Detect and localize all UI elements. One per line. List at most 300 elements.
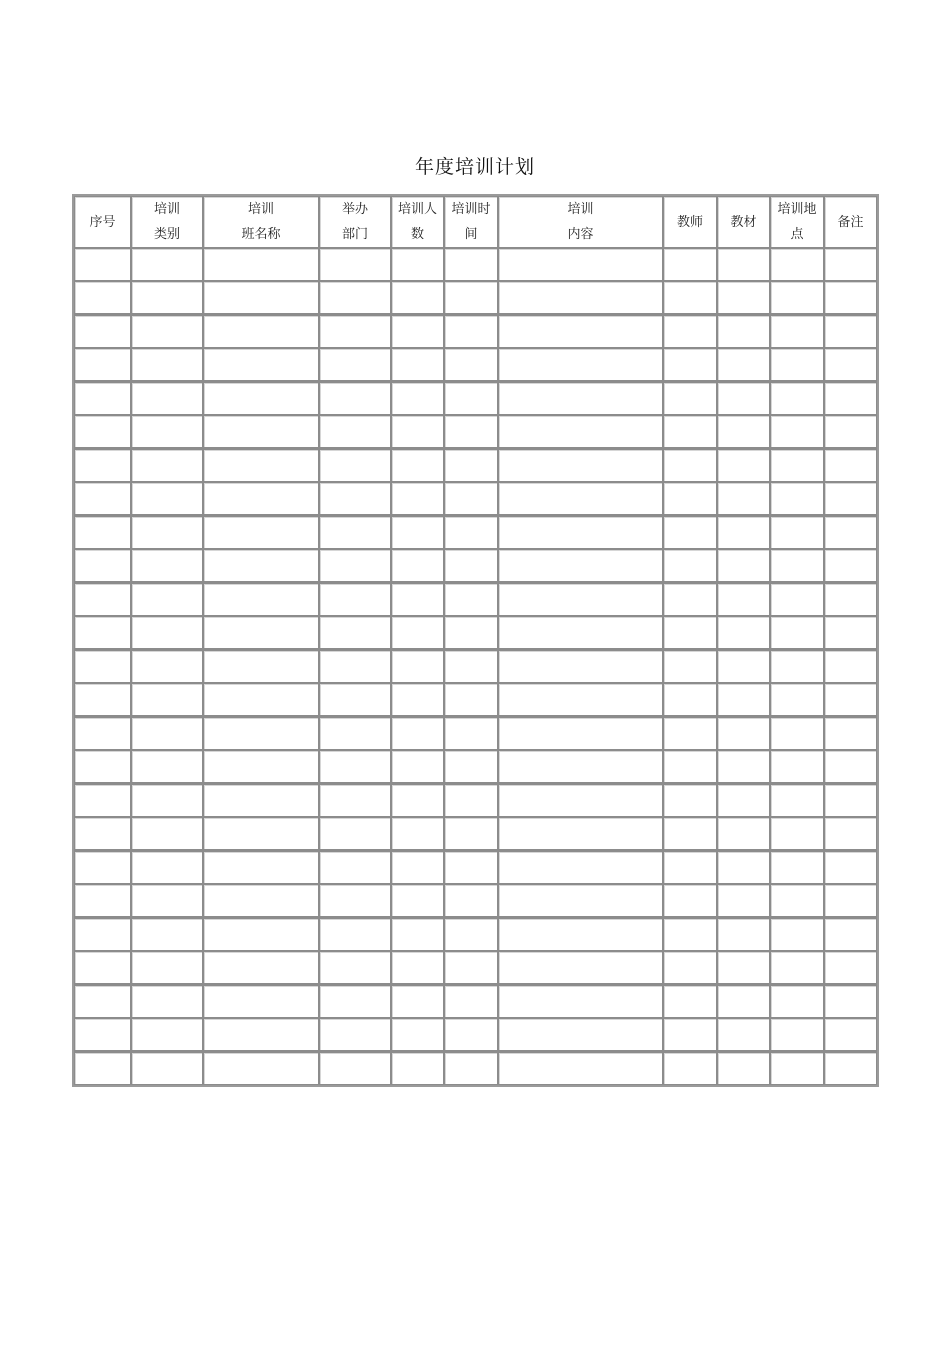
table-row (74, 783, 877, 817)
table-cell-category (131, 482, 203, 515)
table-cell-materials (717, 515, 770, 549)
table-cell-headcount (391, 248, 444, 281)
table-cell-department (319, 716, 391, 750)
table-cell-materials (717, 850, 770, 884)
table-cell-teacher (663, 482, 717, 515)
header-remarks (824, 196, 877, 248)
table-cell-materials (717, 917, 770, 951)
table-cell-class-name (203, 281, 319, 314)
table-cell-category (131, 951, 203, 984)
table-cell-time (444, 616, 498, 649)
table-cell-teacher (663, 549, 717, 582)
table-cell-headcount (391, 750, 444, 783)
table-cell-teacher (663, 750, 717, 783)
table-cell-class-name (203, 1051, 319, 1085)
table-cell-remarks (824, 683, 877, 716)
table-cell-content (498, 817, 663, 850)
table-cell-class-name (203, 850, 319, 884)
table-cell-location (770, 448, 824, 482)
header-label: 点 (790, 227, 804, 242)
table-cell-content (498, 582, 663, 616)
table-row (74, 951, 877, 984)
table-cell-index (74, 281, 131, 314)
table-cell-time (444, 549, 498, 582)
table-cell-index (74, 448, 131, 482)
table-cell-headcount (391, 348, 444, 381)
table-row (74, 515, 877, 549)
table-cell-content (498, 1051, 663, 1085)
table-cell-remarks (824, 616, 877, 649)
table-cell-materials (717, 248, 770, 281)
table-cell-index (74, 381, 131, 415)
table-cell-department (319, 314, 391, 348)
table-cell-time (444, 281, 498, 314)
table-cell-index (74, 616, 131, 649)
table-cell-remarks (824, 984, 877, 1018)
table-cell-class-name (203, 783, 319, 817)
table-cell-remarks (824, 951, 877, 984)
table-cell-class-name (203, 1018, 319, 1051)
table-cell-teacher (663, 817, 717, 850)
table-cell-teacher (663, 649, 717, 683)
header-department (319, 196, 391, 248)
table-cell-content (498, 482, 663, 515)
table-cell-remarks (824, 750, 877, 783)
table-cell-class-name (203, 917, 319, 951)
table-cell-headcount (391, 1051, 444, 1085)
header-label: 类别 (153, 227, 180, 242)
table-cell-class-name (203, 415, 319, 448)
table-cell-location (770, 314, 824, 348)
table-cell-content (498, 448, 663, 482)
table-cell-materials (717, 951, 770, 984)
table-cell-remarks (824, 917, 877, 951)
table-header-row (74, 196, 877, 248)
table-cell-location (770, 716, 824, 750)
table-cell-materials (717, 1018, 770, 1051)
table-cell-materials (717, 683, 770, 716)
table-cell-time (444, 951, 498, 984)
table-cell-teacher (663, 348, 717, 381)
table-cell-class-name (203, 314, 319, 348)
table-cell-teacher (663, 1018, 717, 1051)
table-row (74, 884, 877, 917)
table-cell-headcount (391, 917, 444, 951)
table-cell-department (319, 817, 391, 850)
table-cell-content (498, 549, 663, 582)
table-cell-remarks (824, 850, 877, 884)
table-cell-department (319, 616, 391, 649)
table-row (74, 716, 877, 750)
table-cell-time (444, 783, 498, 817)
table-cell-class-name (203, 248, 319, 281)
table-cell-teacher (663, 984, 717, 1018)
table-cell-time (444, 515, 498, 549)
header-class-name (203, 196, 319, 248)
table-cell-remarks (824, 482, 877, 515)
table-cell-category (131, 616, 203, 649)
table-cell-content (498, 783, 663, 817)
header-label: 内容 (567, 227, 594, 242)
table-cell-class-name (203, 951, 319, 984)
table-cell-content (498, 515, 663, 549)
table-cell-time (444, 582, 498, 616)
table-cell-department (319, 381, 391, 415)
table-cell-time (444, 817, 498, 850)
table-cell-time (444, 415, 498, 448)
table-cell-materials (717, 1051, 770, 1085)
table-cell-category (131, 1018, 203, 1051)
table-row (74, 281, 877, 314)
table-cell-headcount (391, 649, 444, 683)
table-cell-department (319, 1051, 391, 1085)
table-cell-teacher (663, 884, 717, 917)
table-cell-materials (717, 616, 770, 649)
table-cell-location (770, 1018, 824, 1051)
table-cell-category (131, 248, 203, 281)
table-cell-materials (717, 649, 770, 683)
header-label: 举办 (341, 202, 368, 217)
table-cell-headcount (391, 582, 444, 616)
table-cell-time (444, 649, 498, 683)
table-cell-class-name (203, 582, 319, 616)
table-cell-category (131, 750, 203, 783)
table-cell-headcount (391, 281, 444, 314)
table-cell-remarks (824, 281, 877, 314)
table-cell-department (319, 248, 391, 281)
table-cell-category (131, 348, 203, 381)
table-cell-remarks (824, 381, 877, 415)
header-label: 部门 (341, 227, 368, 242)
table-cell-category (131, 1051, 203, 1085)
header-content (498, 196, 663, 248)
table-cell-location (770, 281, 824, 314)
table-cell-time (444, 683, 498, 716)
table-cell-index (74, 348, 131, 381)
table-cell-content (498, 616, 663, 649)
table-cell-teacher (663, 415, 717, 448)
table-cell-content (498, 1018, 663, 1051)
table-cell-remarks (824, 314, 877, 348)
table-cell-teacher (663, 716, 717, 750)
table-cell-teacher (663, 248, 717, 281)
header-label: 培训 (153, 202, 180, 217)
table-cell-location (770, 984, 824, 1018)
table-cell-department (319, 884, 391, 917)
table-cell-headcount (391, 783, 444, 817)
table-cell-teacher (663, 515, 717, 549)
table-cell-department (319, 917, 391, 951)
header-label: 数 (410, 227, 424, 242)
table-body (74, 248, 877, 1085)
header-label: 培训时 (451, 202, 491, 217)
table-cell-time (444, 750, 498, 783)
table-cell-time (444, 917, 498, 951)
table-cell-location (770, 649, 824, 683)
header-location (770, 196, 824, 248)
table-cell-category (131, 984, 203, 1018)
table-cell-category (131, 515, 203, 549)
table-cell-location (770, 850, 824, 884)
table-row (74, 1051, 877, 1085)
table-cell-teacher (663, 448, 717, 482)
table-cell-class-name (203, 448, 319, 482)
table-cell-index (74, 783, 131, 817)
table-cell-department (319, 582, 391, 616)
table-cell-category (131, 281, 203, 314)
table-row (74, 917, 877, 951)
table-cell-remarks (824, 515, 877, 549)
table-cell-materials (717, 381, 770, 415)
header-label: 培训人 (397, 202, 437, 217)
table-cell-index (74, 582, 131, 616)
table-cell-remarks (824, 783, 877, 817)
table-cell-teacher (663, 917, 717, 951)
table-cell-department (319, 515, 391, 549)
table-cell-content (498, 314, 663, 348)
table-cell-class-name (203, 817, 319, 850)
table-cell-department (319, 482, 391, 515)
table-cell-time (444, 448, 498, 482)
header-label: 教师 (676, 214, 703, 230)
table-cell-category (131, 884, 203, 917)
table-cell-department (319, 1018, 391, 1051)
table-cell-location (770, 348, 824, 381)
table-cell-materials (717, 549, 770, 582)
table-cell-category (131, 817, 203, 850)
table-row (74, 616, 877, 649)
table-cell-department (319, 415, 391, 448)
table-cell-teacher (663, 616, 717, 649)
table-cell-materials (717, 783, 770, 817)
table-cell-remarks (824, 549, 877, 582)
header-index (74, 196, 131, 248)
header-label: 序号 (89, 214, 116, 230)
table-cell-location (770, 951, 824, 984)
table-row (74, 750, 877, 783)
table-cell-location (770, 750, 824, 783)
table-cell-category (131, 448, 203, 482)
table-cell-headcount (391, 951, 444, 984)
table-cell-class-name (203, 716, 319, 750)
table-cell-index (74, 750, 131, 783)
table-cell-headcount (391, 381, 444, 415)
table-cell-category (131, 549, 203, 582)
table-cell-index (74, 482, 131, 515)
header-category (131, 196, 203, 248)
table-cell-class-name (203, 884, 319, 917)
table-cell-location (770, 582, 824, 616)
table-cell-remarks (824, 448, 877, 482)
table-cell-remarks (824, 884, 877, 917)
table-cell-department (319, 683, 391, 716)
header-label: 培训 (247, 202, 274, 217)
table-cell-location (770, 1051, 824, 1085)
table-cell-time (444, 984, 498, 1018)
table-row (74, 248, 877, 281)
table-cell-teacher (663, 783, 717, 817)
table-cell-materials (717, 984, 770, 1018)
table-row (74, 984, 877, 1018)
table-cell-category (131, 683, 203, 716)
table-cell-location (770, 683, 824, 716)
table-cell-materials (717, 750, 770, 783)
table-cell-index (74, 515, 131, 549)
table-cell-time (444, 1018, 498, 1051)
table-cell-materials (717, 448, 770, 482)
table-cell-class-name (203, 348, 319, 381)
table-cell-location (770, 515, 824, 549)
table-cell-category (131, 649, 203, 683)
table-cell-index (74, 716, 131, 750)
table-cell-index (74, 984, 131, 1018)
table-cell-remarks (824, 582, 877, 616)
table-cell-content (498, 649, 663, 683)
table-cell-teacher (663, 582, 717, 616)
table-cell-content (498, 381, 663, 415)
table-cell-location (770, 248, 824, 281)
table-cell-department (319, 549, 391, 582)
table-row (74, 381, 877, 415)
table-cell-materials (717, 817, 770, 850)
table-cell-index (74, 1018, 131, 1051)
table-cell-category (131, 582, 203, 616)
table-cell-remarks (824, 348, 877, 381)
table-cell-materials (717, 348, 770, 381)
table-cell-class-name (203, 683, 319, 716)
table-cell-time (444, 314, 498, 348)
table-cell-headcount (391, 314, 444, 348)
table-cell-index (74, 248, 131, 281)
table-cell-teacher (663, 683, 717, 716)
header-headcount (391, 196, 444, 248)
table-cell-department (319, 649, 391, 683)
table-cell-time (444, 850, 498, 884)
table-cell-headcount (391, 1018, 444, 1051)
header-label: 培训地 (777, 202, 817, 217)
table-cell-remarks (824, 248, 877, 281)
table-cell-headcount (391, 683, 444, 716)
table-cell-department (319, 984, 391, 1018)
table-cell-remarks (824, 817, 877, 850)
table-row (74, 649, 877, 683)
table-cell-location (770, 381, 824, 415)
table-cell-teacher (663, 1051, 717, 1085)
table-cell-class-name (203, 381, 319, 415)
table-cell-location (770, 549, 824, 582)
table-cell-time (444, 482, 498, 515)
table-cell-content (498, 917, 663, 951)
table-cell-remarks (824, 415, 877, 448)
table-cell-category (131, 415, 203, 448)
header-materials (717, 196, 770, 248)
table-cell-category (131, 850, 203, 884)
table-cell-teacher (663, 850, 717, 884)
table-cell-location (770, 415, 824, 448)
table-cell-content (498, 850, 663, 884)
table-cell-class-name (203, 750, 319, 783)
header-label: 备注 (837, 214, 864, 230)
table-cell-teacher (663, 281, 717, 314)
table-cell-materials (717, 482, 770, 515)
table-cell-headcount (391, 817, 444, 850)
table-cell-department (319, 783, 391, 817)
table-cell-materials (717, 314, 770, 348)
table-cell-headcount (391, 984, 444, 1018)
table-cell-category (131, 917, 203, 951)
table-cell-department (319, 281, 391, 314)
header-time (444, 196, 498, 248)
table-cell-materials (717, 716, 770, 750)
table-cell-remarks (824, 1051, 877, 1085)
table-cell-index (74, 683, 131, 716)
table-cell-index (74, 314, 131, 348)
table-cell-department (319, 951, 391, 984)
table-cell-materials (717, 582, 770, 616)
table-cell-department (319, 850, 391, 884)
table-cell-department (319, 448, 391, 482)
table-cell-content (498, 884, 663, 917)
table-cell-time (444, 348, 498, 381)
table-cell-headcount (391, 549, 444, 582)
table-cell-remarks (824, 716, 877, 750)
table-cell-time (444, 1051, 498, 1085)
table-cell-teacher (663, 381, 717, 415)
table-cell-location (770, 482, 824, 515)
table-row (74, 314, 877, 348)
table-cell-materials (717, 415, 770, 448)
table-cell-teacher (663, 314, 717, 348)
table-cell-index (74, 549, 131, 582)
table-row (74, 582, 877, 616)
table-cell-class-name (203, 984, 319, 1018)
table-row (74, 549, 877, 582)
table-row (74, 448, 877, 482)
table-cell-content (498, 750, 663, 783)
table-cell-location (770, 783, 824, 817)
table-cell-time (444, 716, 498, 750)
table-cell-headcount (391, 515, 444, 549)
table-cell-time (444, 248, 498, 281)
table-cell-content (498, 951, 663, 984)
table-cell-index (74, 415, 131, 448)
table-row (74, 683, 877, 716)
table-cell-department (319, 348, 391, 381)
table-row (74, 482, 877, 515)
table-cell-class-name (203, 549, 319, 582)
table-cell-index (74, 649, 131, 683)
table-cell-content (498, 248, 663, 281)
table-cell-index (74, 917, 131, 951)
training-plan-table (72, 194, 879, 1087)
page-title: 年度培训计划 (414, 156, 535, 178)
table-cell-headcount (391, 616, 444, 649)
table-cell-content (498, 984, 663, 1018)
table-cell-class-name (203, 649, 319, 683)
table-cell-location (770, 917, 824, 951)
table-cell-headcount (391, 884, 444, 917)
table-row (74, 348, 877, 381)
table-cell-headcount (391, 850, 444, 884)
header-label: 间 (464, 227, 478, 242)
table-cell-index (74, 850, 131, 884)
header-label: 教材 (730, 214, 757, 230)
table-cell-headcount (391, 716, 444, 750)
table-cell-category (131, 783, 203, 817)
header-label: 培训 (567, 202, 594, 217)
table-cell-department (319, 750, 391, 783)
header-teacher (663, 196, 717, 248)
